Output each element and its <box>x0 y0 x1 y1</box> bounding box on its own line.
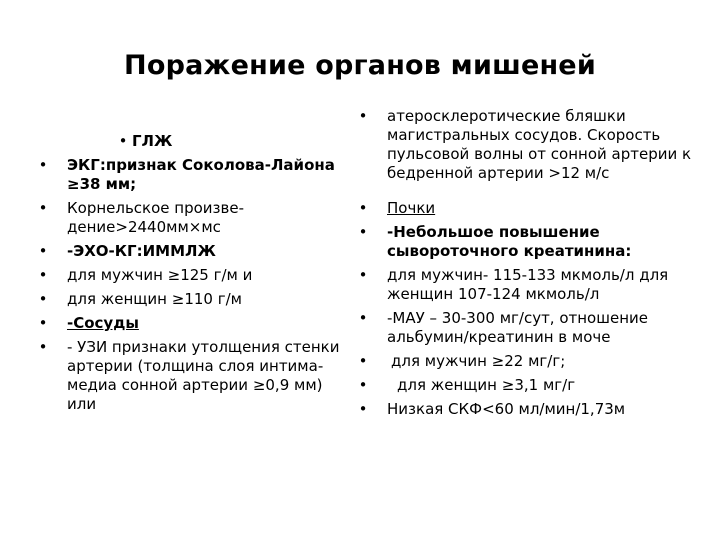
bullet-icon: • <box>118 132 128 150</box>
bullet-icon: • <box>358 223 368 241</box>
item-text: Почки <box>387 199 436 217</box>
bullet-icon: • <box>358 266 368 284</box>
bullet-icon: • <box>358 199 368 217</box>
item-text: ЭКГ:признак Соколова-Лайона ≥38 мм; <box>67 156 335 193</box>
item-text: Корнельское произве-дение>2440мм×мс <box>67 199 245 236</box>
left-column-list <box>36 132 348 419</box>
item-text: для женщин ≥3,1 мг/г <box>397 376 576 394</box>
list-item <box>36 199 348 237</box>
item-text: -ЭХО-КГ:ИММЛЖ <box>67 242 216 260</box>
item-text: для мужчин ≥22 мг/г; <box>391 352 566 370</box>
item-text: -Небольшое повышение сывороточного креатинина: <box>387 223 632 260</box>
list-item <box>356 199 696 218</box>
list-item <box>356 400 696 419</box>
right-column-list <box>356 107 696 424</box>
list-item <box>356 376 696 395</box>
list-item <box>36 314 348 333</box>
bullet-icon: • <box>358 352 368 370</box>
item-text: для женщин ≥110 г/м <box>67 290 242 308</box>
item-text: -МАУ – 30-300 мг/сут, отношение альбумин/креатинин в моче <box>387 309 648 346</box>
item-text: -Сосуды <box>67 314 139 332</box>
list-item <box>36 156 348 194</box>
list-item <box>36 338 348 414</box>
bullet-icon: • <box>358 376 368 394</box>
list-item <box>356 107 696 183</box>
list-item <box>116 132 348 151</box>
item-text: Низкая СКФ<60 мл/мин/1,73м <box>387 400 626 418</box>
item-text: атеросклеротические бляшки магистральных сосудов. Скорость пульсовой волны от сонной артерии к бедренной артерии >12 м/с <box>387 107 692 182</box>
bullet-icon: • <box>358 309 368 327</box>
list-item <box>36 290 348 309</box>
bullet-icon: • <box>38 266 48 284</box>
bullet-icon: • <box>358 107 368 125</box>
list-item <box>356 309 696 347</box>
item-text: ГЛЖ <box>132 132 173 150</box>
bullet-icon: • <box>38 290 48 308</box>
bullet-icon: • <box>38 314 48 332</box>
item-text: для мужчин- 115-133 мкмоль/л для женщин 107-124 мкмоль/л <box>387 266 669 303</box>
slide-title: Поражение органов мишеней <box>124 50 596 81</box>
bullet-icon: • <box>38 199 48 217</box>
list-item <box>356 223 696 261</box>
bullet-icon: • <box>38 242 48 260</box>
list-item <box>356 266 696 304</box>
bullet-icon: • <box>38 156 48 174</box>
bullet-icon: • <box>358 400 368 418</box>
bullet-icon: • <box>38 338 48 356</box>
item-text: - УЗИ признаки утолщения стенки артерии (толщина слоя интима-медиа сонной артерии ≥0,9 мм) или <box>67 338 340 413</box>
list-item <box>356 352 696 371</box>
list-item <box>36 242 348 261</box>
item-text: для мужчин ≥125 г/м и <box>67 266 253 284</box>
list-item <box>36 266 348 285</box>
